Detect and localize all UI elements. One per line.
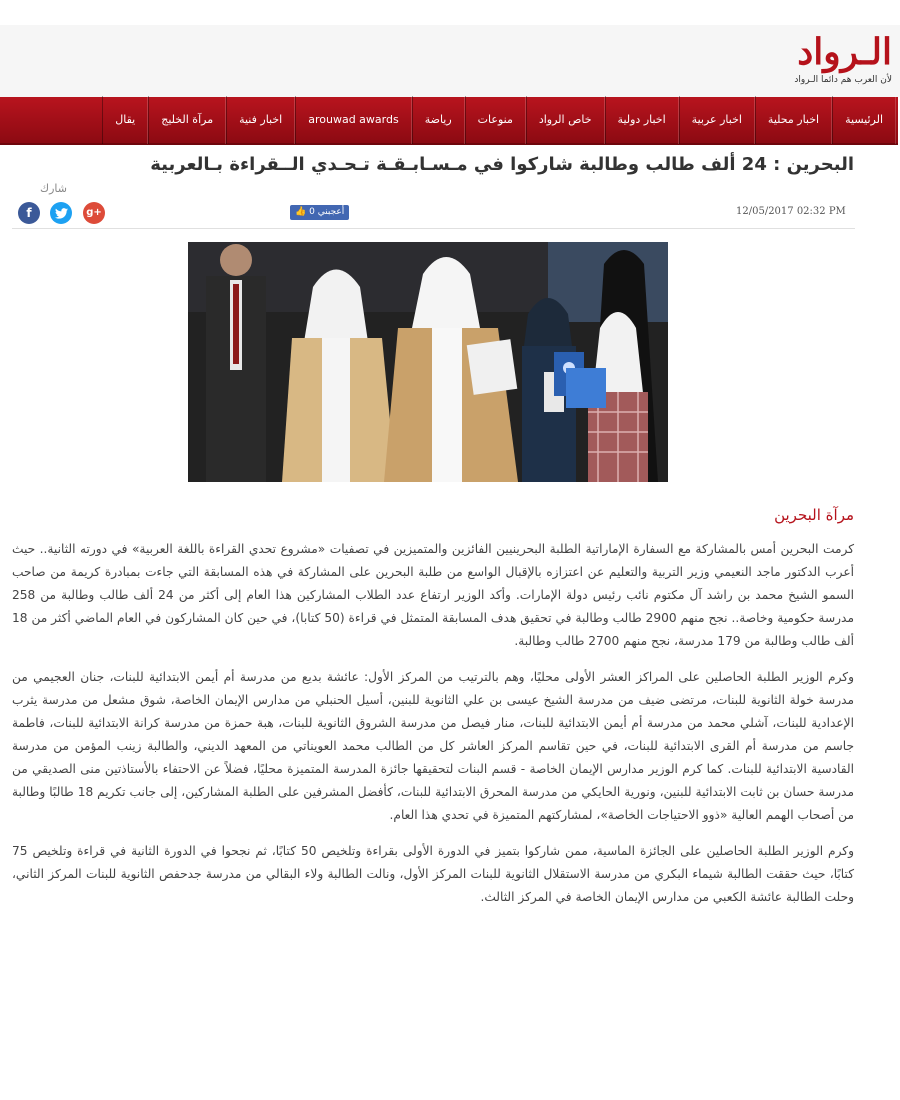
section-name: مرآة البحرين bbox=[774, 506, 854, 524]
nav-item-home[interactable]: الرئيسية bbox=[832, 96, 896, 144]
article-title: البحرين : 24 ألف طالب وطالبة شاركوا في مـسـابـقـة تـحـدي الــقراءة بـالعربية bbox=[150, 154, 854, 175]
article-paragraph: وكرم الوزير الطلبة الحاصلين على المراكز العشر الأولى محليًا، وهم بالترتيب من المركز الأول: عائشة بديع من مدرسة أم أيمن الابتدائية للبنات، جنان العجيمي من مدرسة خولة الثانوية للبنات، مرتضى ضيف من مدرسة الشيخ عيسى بن علي الثانوية للبنين، أسيل الحنبلي من مدارس الإيمان الخاصة، شوق مشعل من مدرسة يثرب الإعدادية للبنات، آشلي محمد من مدرسة أم أيمن الابتدائية للبنات، منار فيصل من مدرسة الشروق الثانوية للبنات، هبة حمزة من مدرسة كرانة الابتدائية للبنات، فاطمة جاسم من مدرسة أم القرى الابتدائية للبنات، في حين تقاسم المركز العاشر كل من الطالب محمد العويناتي من المعهد الديني، والطالبة زينب المؤمن من مدرسة القادسية الابتدائية للبنات. كما كرم الوزير مدارس الإيمان الخاصة - قسم البنات لتحقيقها جائزة المدرسة المتميزة محليًا، فضلاً عن الاحتفاء بالأستاذتين منى الصديقي من مدرسة حسان بن ثابت الابتدائية للبنين، ونورية الحايكي من مدرسة المحرق الابتدائية للبنات، كأفضل المشرفين على الطلبة المشاركين، إلى جانب تكريم 18 طالبًا وطالبة من أصحاب الهمم العالية «ذوو الاحتياجات الخاصة»، لمشاركتهم المتميزة في تحدي هذا العام. bbox=[12, 670, 854, 822]
nav-item-gulf-mirror[interactable]: مرآة الخليج bbox=[148, 96, 226, 144]
nav-item-rumors[interactable]: يقال bbox=[102, 96, 148, 144]
nav-item-international-news[interactable]: اخبار دولية bbox=[605, 96, 679, 144]
nav-item-local-news[interactable]: اخبار محلية bbox=[755, 96, 832, 144]
article-paragraph: وكرم الوزير الطلبة الحاصلين على الجائزة الماسية، ممن شاركوا بتميز في الدورة الأولى بقراءة وتلخيص 50 كتابًا، ثم نجحوا في الدورة الثانية في قراءة وتلخيص 75 كتابًا، حيث حققت الطالبة شيماء البكري من مدرسة الاستقلال الثانوية للبنات المركز الأول، ونالت الطالبة ولاء البقالي من مدرسة جدحفص الثانوية للبنات المركز الثاني، وحلت الطالبة عائشة الكعبي من مدارس الإيمان الخاصة في المركز الثالث. bbox=[12, 844, 854, 904]
logo-wordmark: الـرواد bbox=[797, 31, 892, 73]
logo-tagline: لأن العرب هم دائما الـرواد bbox=[794, 75, 892, 85]
nav-item-exclusive[interactable]: خاص الرواد bbox=[526, 96, 605, 144]
nav-item-arab-news[interactable]: اخبار عربية bbox=[679, 96, 755, 144]
facebook-share-icon[interactable]: f bbox=[18, 202, 40, 224]
publish-date: 12/05/2017 02:32 PM bbox=[736, 206, 846, 217]
nav-item-sports[interactable]: رياضة bbox=[412, 96, 465, 144]
google-plus-share-icon[interactable]: g+ bbox=[83, 202, 105, 224]
main-nav bbox=[0, 97, 898, 145]
article-body bbox=[12, 538, 854, 922]
thumbs-up-icon: 👍 bbox=[295, 207, 307, 217]
share-label: شارك bbox=[40, 182, 67, 195]
site-logo[interactable] bbox=[762, 32, 892, 92]
nav-item-art-news[interactable]: اخبار فنية bbox=[226, 96, 295, 144]
divider bbox=[12, 228, 855, 229]
twitter-share-icon[interactable] bbox=[50, 202, 72, 224]
nav-item-miscellaneous[interactable]: منوعات bbox=[465, 96, 526, 144]
like-button[interactable] bbox=[290, 205, 349, 220]
like-label: أعجبني 0 bbox=[309, 207, 345, 217]
nav-item-awards[interactable]: arouwad awards bbox=[295, 96, 411, 144]
article-photo bbox=[188, 242, 668, 482]
article-paragraph: كرمت البحرين أمس بالمشاركة مع السفارة الإماراتية الطلبة البحرينيين الفائزين والمتميزين في تصفيات «مشروع تحدي القراءة باللغة العربية» في دورته الثانية.. حيث أعرب الدكتور ماجد النعيمي وزير التربية والتعليم عن اعتزازه بالإقبال الواسع من طلبة البحرين على المشاركة في هذه المسابقة التي جاءت بمبادرة كريمة من صاحب السمو الشيخ محمد بن راشد آل مكتوم نائب رئيس دولة الإمارات. وأكد الوزير ارتفاع عدد الطلاب المشاركين هذا العام إلى أكثر من 24 ألف طالب وطالبة من 258 مدرسة حكومية وخاصة.. نجح منهم 2900 طالب وطالبة في تحقيق هدف المسابقة المتمثل في قراءة (50 كتابا)، في حين كان المشاركون في العام الماضي أكثر من 18 ألف طالب وطالبة من 179 مدرسة، نجح منهم 2700 طالب وطالبة. bbox=[12, 542, 854, 648]
